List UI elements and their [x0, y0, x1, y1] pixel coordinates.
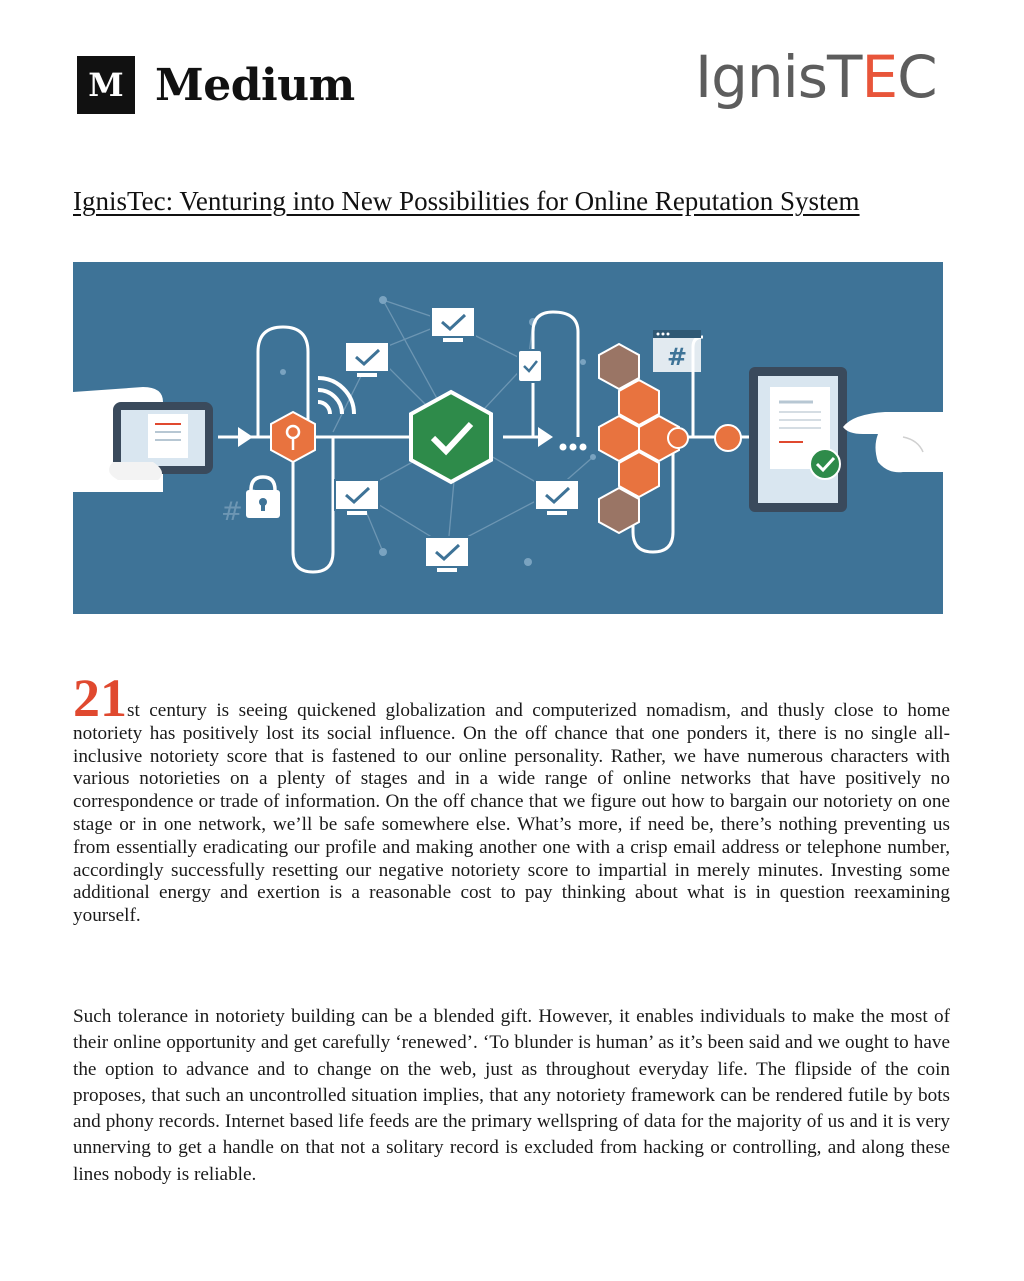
- article-title[interactable]: IgnisTec: Venturing into New Possibilities for Online Reputation System: [73, 186, 860, 216]
- orange-node-icon: [715, 425, 741, 451]
- monitor-icon: [535, 480, 579, 515]
- hash-window-icon: [653, 330, 701, 372]
- arrow-icon: [238, 427, 253, 447]
- paragraph-1: [73, 668, 950, 928]
- hash-faint-icon: #: [221, 497, 243, 527]
- arrow-icon: [538, 427, 553, 447]
- header-logos: [0, 0, 1024, 130]
- drop-cap: 21: [73, 668, 127, 728]
- hero-image: [73, 262, 943, 614]
- monitor-icon: [345, 342, 389, 377]
- medium-logo-mark: M: [77, 56, 135, 114]
- hash-label: #: [667, 343, 688, 371]
- paragraph-2: Such tolerance in notoriety building can be a blended gift. However, it enables individuals to make the most of their online opportunity and get carefully ‘renewed’. ‘To blunder is human’ as it’s been said and we ought to have the option to advance and to change on the web, just as throughout everyday life. The flipside of the coin proposes, that such an uncontrolled situation implies, that any notoriety framework can be rendered futile by bots and phony records. Internet based life feeds are the primary wellspring of data for the majority of us and it is very unnerving to get a handle on that not a solitary record is excluded from hacking or controlling, and along these lines nobody is reliable.: [73, 1006, 950, 1185]
- wifi-icon: [318, 378, 354, 414]
- monitor-icon: [335, 480, 379, 515]
- ignistec-logo-part2: T: [827, 43, 862, 111]
- key-hexagon-icon: [271, 412, 315, 462]
- ignistec-logo-part1: Ignis: [695, 43, 828, 111]
- medium-logo[interactable]: [77, 56, 355, 114]
- ignistec-logo[interactable]: [695, 43, 937, 111]
- medium-logo-wordmark: Medium: [155, 59, 355, 111]
- lock-icon: [246, 477, 280, 518]
- hexagon-cluster: [599, 344, 679, 533]
- dots-icon: [560, 444, 587, 451]
- paragraph-1-text: st century is seeing quickened globalization and computerized nomadism, and thusly close to home notoriety has positively lost its social influence. On the off chance that one ponders it, there is no single all-inclusive notoriety score that is fastened to our online personality. Rather, we have numerous characters with various notorieties on a plenty of stages and in a wide range of online networks that have positively no correspondence or trade of information. On the off chance that we figure out how to bargain our notoriety on one stage or in one network, we’ll be safe somewhere else. What’s more, if need be, there’s nothing preventing us from essentially eradicating our profile and making another one with a crisp email address or telephone number, accordingly successfully resetting our negative notoriety score to impartial in merely minutes. Investing some additional energy and exertion is a reasonable cost to pay thinking about what is in question reexamining yourself.: [73, 700, 950, 927]
- check-hexagon-icon: [411, 392, 491, 482]
- monitor-icon: [425, 537, 469, 572]
- hand-phone-icon: [73, 387, 213, 492]
- network-illustration: [73, 262, 943, 614]
- ignistec-logo-part3: E: [861, 43, 898, 111]
- tablet-document-icon: [749, 367, 847, 512]
- monitor-icon: [431, 307, 475, 342]
- phone-small-icon: [518, 350, 542, 382]
- orange-node-icon: [668, 428, 688, 448]
- ignistec-logo-part4: C: [897, 43, 937, 111]
- pointing-hand-icon: [843, 412, 943, 472]
